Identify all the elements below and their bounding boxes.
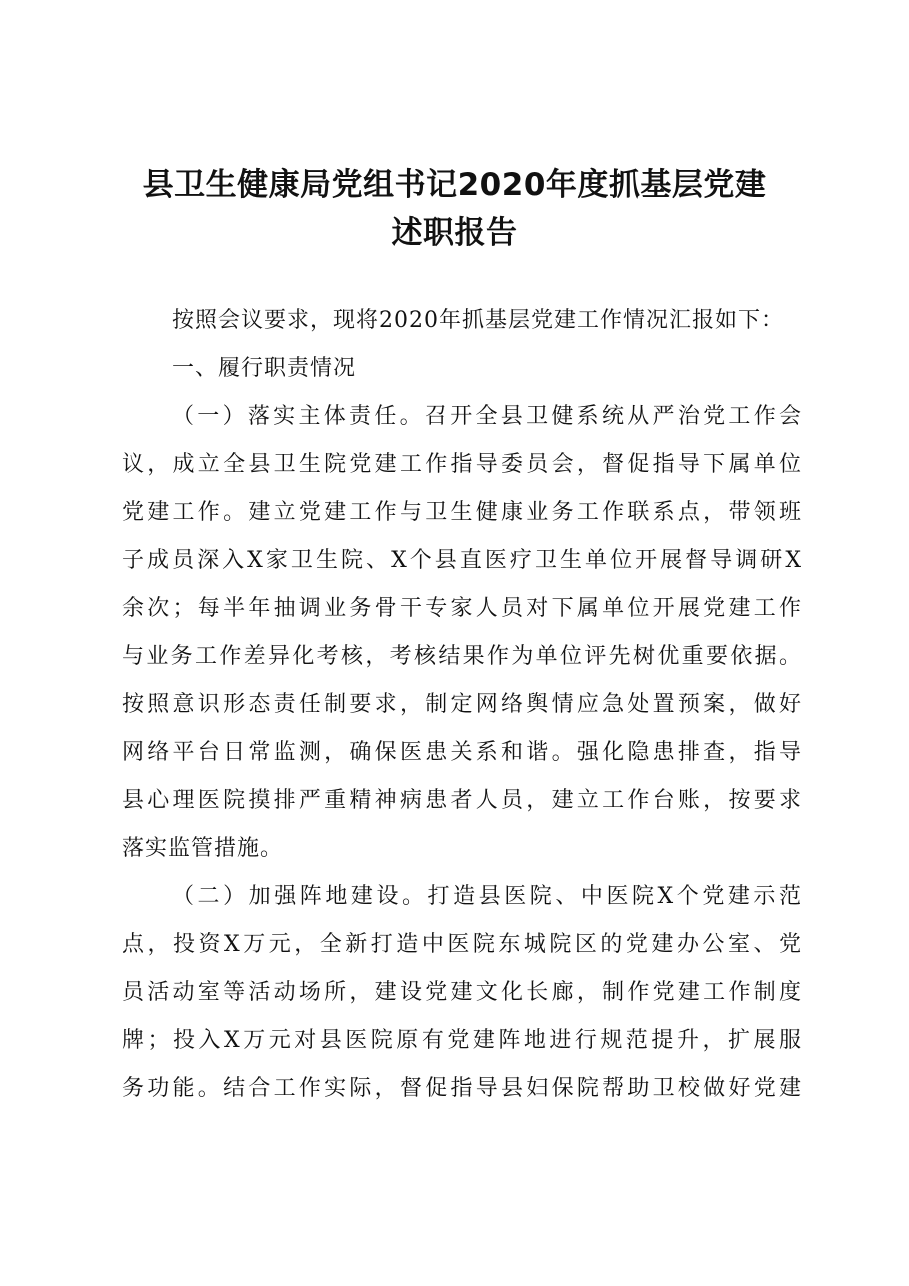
- paragraph-line: 员活动室等活动场所，建设党建文化长廊，制作党建工作制度: [122, 980, 802, 1005]
- document-title-line-2: 述职报告: [391, 215, 518, 251]
- paragraph-line: 议，成立全县卫生院党建工作指导委员会，督促指导下属单位: [122, 452, 802, 477]
- paragraph-line: 务功能。结合工作实际，督促指导县妇保院帮助卫校做好党建: [122, 1076, 802, 1101]
- section-heading-1: 一、履行职责情况: [172, 356, 357, 381]
- paragraph-line: （一）落实主体责任。召开全县卫健系统从严治党工作会: [172, 404, 802, 429]
- paragraph-line: 党建工作。建立党建工作与卫生健康业务工作联系点，带领班: [122, 500, 802, 525]
- paragraph-line: （二）加强阵地建设。打造县医院、中医院X个党建示范: [172, 884, 802, 909]
- document-title-line-1: 县卫生健康局党组书记2020年度抓基层党建: [142, 167, 767, 203]
- paragraph-line: 子成员深入X家卫生院、X个县直医疗卫生单位开展督导调研X: [122, 548, 802, 573]
- paragraph-intro: 按照会议要求，现将2020年抓基层党建工作情况汇报如下：: [172, 308, 784, 333]
- paragraph-line: 县心理医院摸排严重精神病患者人员，建立工作台账，按要求: [122, 788, 802, 813]
- paragraph-line: 与业务工作差异化考核，考核结果作为单位评先树优重要依据。: [122, 644, 802, 669]
- paragraph-line: 余次；每半年抽调业务骨干专家人员对下属单位开展党建工作: [122, 596, 802, 621]
- paragraph-line: 网络平台日常监测，确保医患关系和谐。强化隐患排查，指导: [122, 740, 802, 765]
- paragraph-line: 牌；投入X万元对县医院原有党建阵地进行规范提升，扩展服: [122, 1028, 802, 1053]
- paragraph-line: 落实监管措施。: [122, 836, 284, 861]
- paragraph-line: 按照意识形态责任制要求，制定网络舆情应急处置预案，做好: [122, 692, 802, 717]
- paragraph-line: 点，投资X万元，全新打造中医院东城院区的党建办公室、党: [122, 932, 802, 957]
